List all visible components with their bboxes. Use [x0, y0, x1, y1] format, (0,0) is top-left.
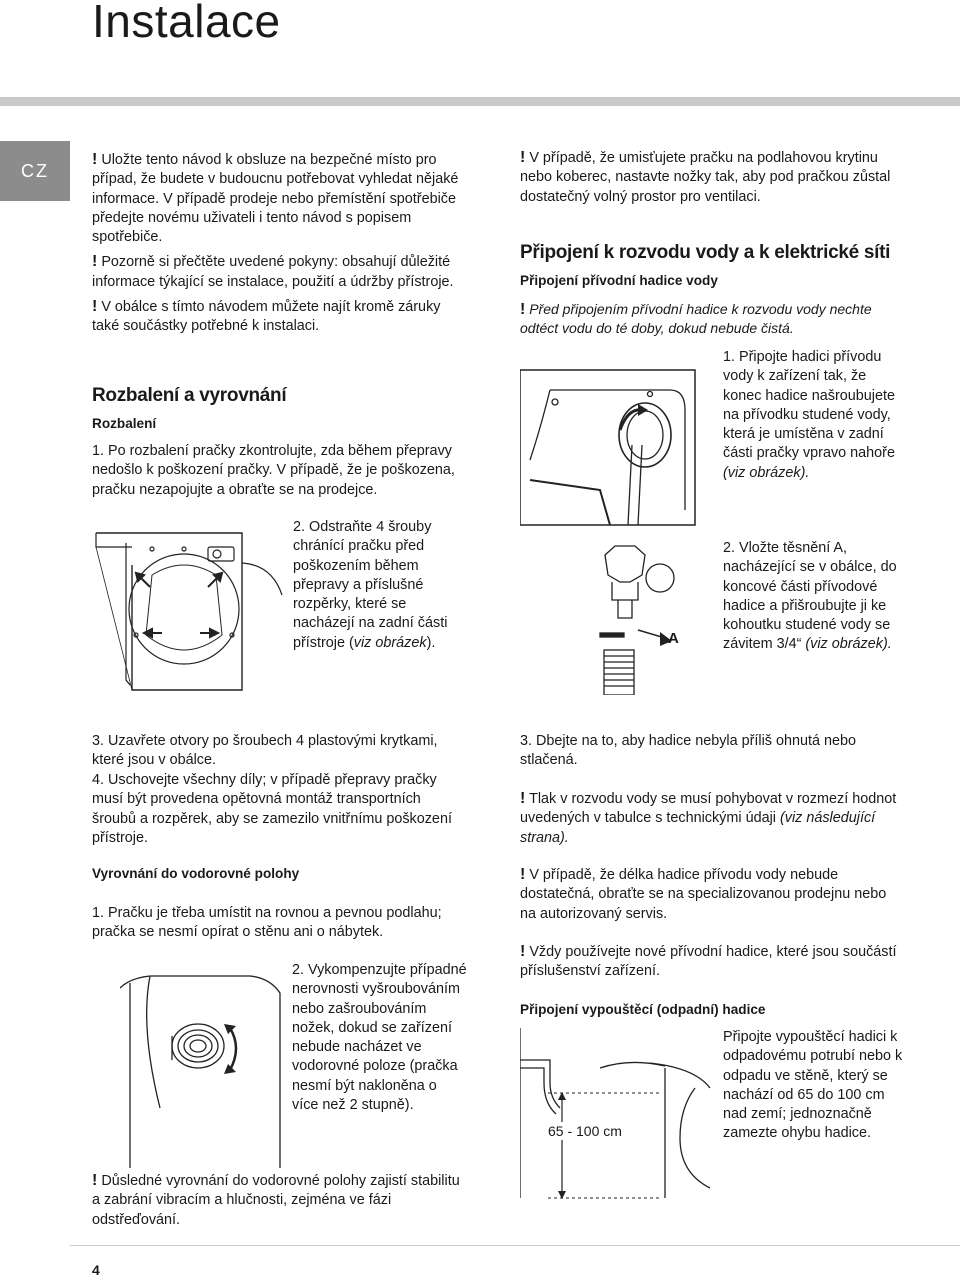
page-title: Instalace [92, 0, 281, 47]
footer-rule [70, 1245, 960, 1246]
inlet-step-2: 2. Vložte těsnění A, nacházející se v obálce, do koncové části přívodové hadice a přišroubujte ji ke kohoutku studené vody se závitem 3/4“ (viz obrázek). [723, 540, 897, 653]
rear-panel-illustration [92, 525, 287, 695]
subheading-drain: Připojení vypouštěcí (odpadní) hadice [520, 1002, 766, 1017]
figure-label-a: A [668, 630, 679, 647]
section-title-connection: Připojení k rozvodu vody a k elektrické síti [520, 242, 891, 263]
level-step-1: 1. Pračku je třeba umístit na rovnou a pevnou podlahu; pračka se nesmí opírat o stěnu ani o nábytek. [92, 905, 442, 941]
language-tab: CZ [0, 141, 70, 201]
note-new-hoses: ! Vždy používejte nové přívodní hadice, které jsou součástí příslušenství zařízení. [520, 943, 897, 980]
inlet-hose-illustration [520, 350, 720, 695]
level-step-2: 2. Vykompenzujte případné nerovnosti vyšroubováním nebo zašroubováním nožek, dokud se zařízení nebude nacházet ve vodorovné poloze (pračka nesmí být nakloněna o více než 2 stupně). [292, 962, 467, 1114]
drain-text: Připojte vypouštěcí hadici k odpadovému potrubí nebo k odpadu ve stěně, který se nachází od 65 do 100 cm nad zemí; jednoznačně zamezte ohybu hadice. [723, 1029, 903, 1142]
subheading-inlet: Připojení přívodní hadice vody [520, 273, 718, 288]
note-leveling: ! Důsledné vyrovnání do vodorovné polohy zajistí stabilitu a zabrání vibracím a hlučnosti, zejména ve fázi odstřeďování. [92, 1172, 460, 1228]
note-inlet: ! Před připojením přívodní hadice k rozvodu vody nechte odtéct vodu do té doby, dokud nebude čistá. [520, 301, 872, 337]
unpack-step-2: 2. Odstraňte 4 šrouby chránící pračku před poškozením během přepravy a příslušné rozpěrky, které se nacházejí na zadní části přístroje (viz obrázek). [293, 519, 448, 651]
leveling-foot-illustration [120, 968, 290, 1168]
unpack-step-3: 3. Uzavřete otvory po šroubech 4 plastovými krytkami, které jsou v obálce. [92, 733, 438, 769]
note-manual: ! Uložte tento návod k obsluze na bezpečné místo pro případ, že budete v budoucnu potřebovat vyhledat nějaké informace. V případě prodeje nebo přemístění spotřebiče předejte novému uživateli i tento návod s popisem spotřebiče. [92, 151, 459, 246]
subheading-unpacking: Rozbalení [92, 416, 157, 431]
note-floor-covering: ! V případě, že umisťujete pračku na podlahovou krytinu nebo koberec, nastavte nožky tak, aby pod pračkou zůstal dostatečný volný prostor pro ventilaci. [520, 149, 891, 205]
drain-height-label: 65 - 100 cm [548, 1123, 622, 1139]
note-read: ! Pozorně si přečtěte uvedené pokyny: obsahují důležité informace týkající se instalace, použití a údržby přístroje. [92, 253, 454, 290]
header-rule [0, 97, 960, 106]
section-title-unpacking: Rozbalení a vyrovnání [92, 385, 287, 406]
drain-hose-illustration [520, 1028, 715, 1208]
intro-notes [92, 150, 467, 337]
note-hose-length: ! V případě, že délka hadice přívodu vody nebude dostatečná, obraťte se na specializovanou prodejnu nebo na autorizovaný servis. [520, 866, 887, 922]
inlet-step-3: 3. Dbejte na to, aby hadice nebyla příliš ohnutá nebo stlačená. [520, 733, 857, 769]
note-envelope: ! V obálce s tímto návodem můžete najít kromě záruky také součástky potřebné k instalaci. [92, 298, 441, 335]
inlet-step-1: 1. Připojte hadici přívodu vody k zařízení tak, že konec hadice našroubujete na přívodku studené vody, která je umístěna v zadní části pračky vpravo nahoře (viz obrázek). [723, 349, 896, 481]
note-water-pressure: ! Tlak v rozvodu vody se musí pohybovat v rozmezí hodnot uvedených v tabulce s technickými údaji (viz následující strana). [520, 790, 897, 846]
page-number: 4 [92, 1262, 100, 1278]
subheading-leveling: Vyrovnání do vodorovné polohy [92, 866, 300, 881]
unpack-step-4: 4. Uschovejte všechny díly; v případě přepravy pračky musí být provedena opětovná montáž transportních šroubů a rozpěrek, aby se zamezilo vnitřnímu poškození přístroje. [92, 772, 452, 846]
unpack-step-1: 1. Po rozbalení pračky zkontrolujte, zda během přepravy nedošlo k poškození pračky. V případě, že je poškozena, pračku nezapojujte a obraťte se na prodejce. [92, 443, 455, 498]
